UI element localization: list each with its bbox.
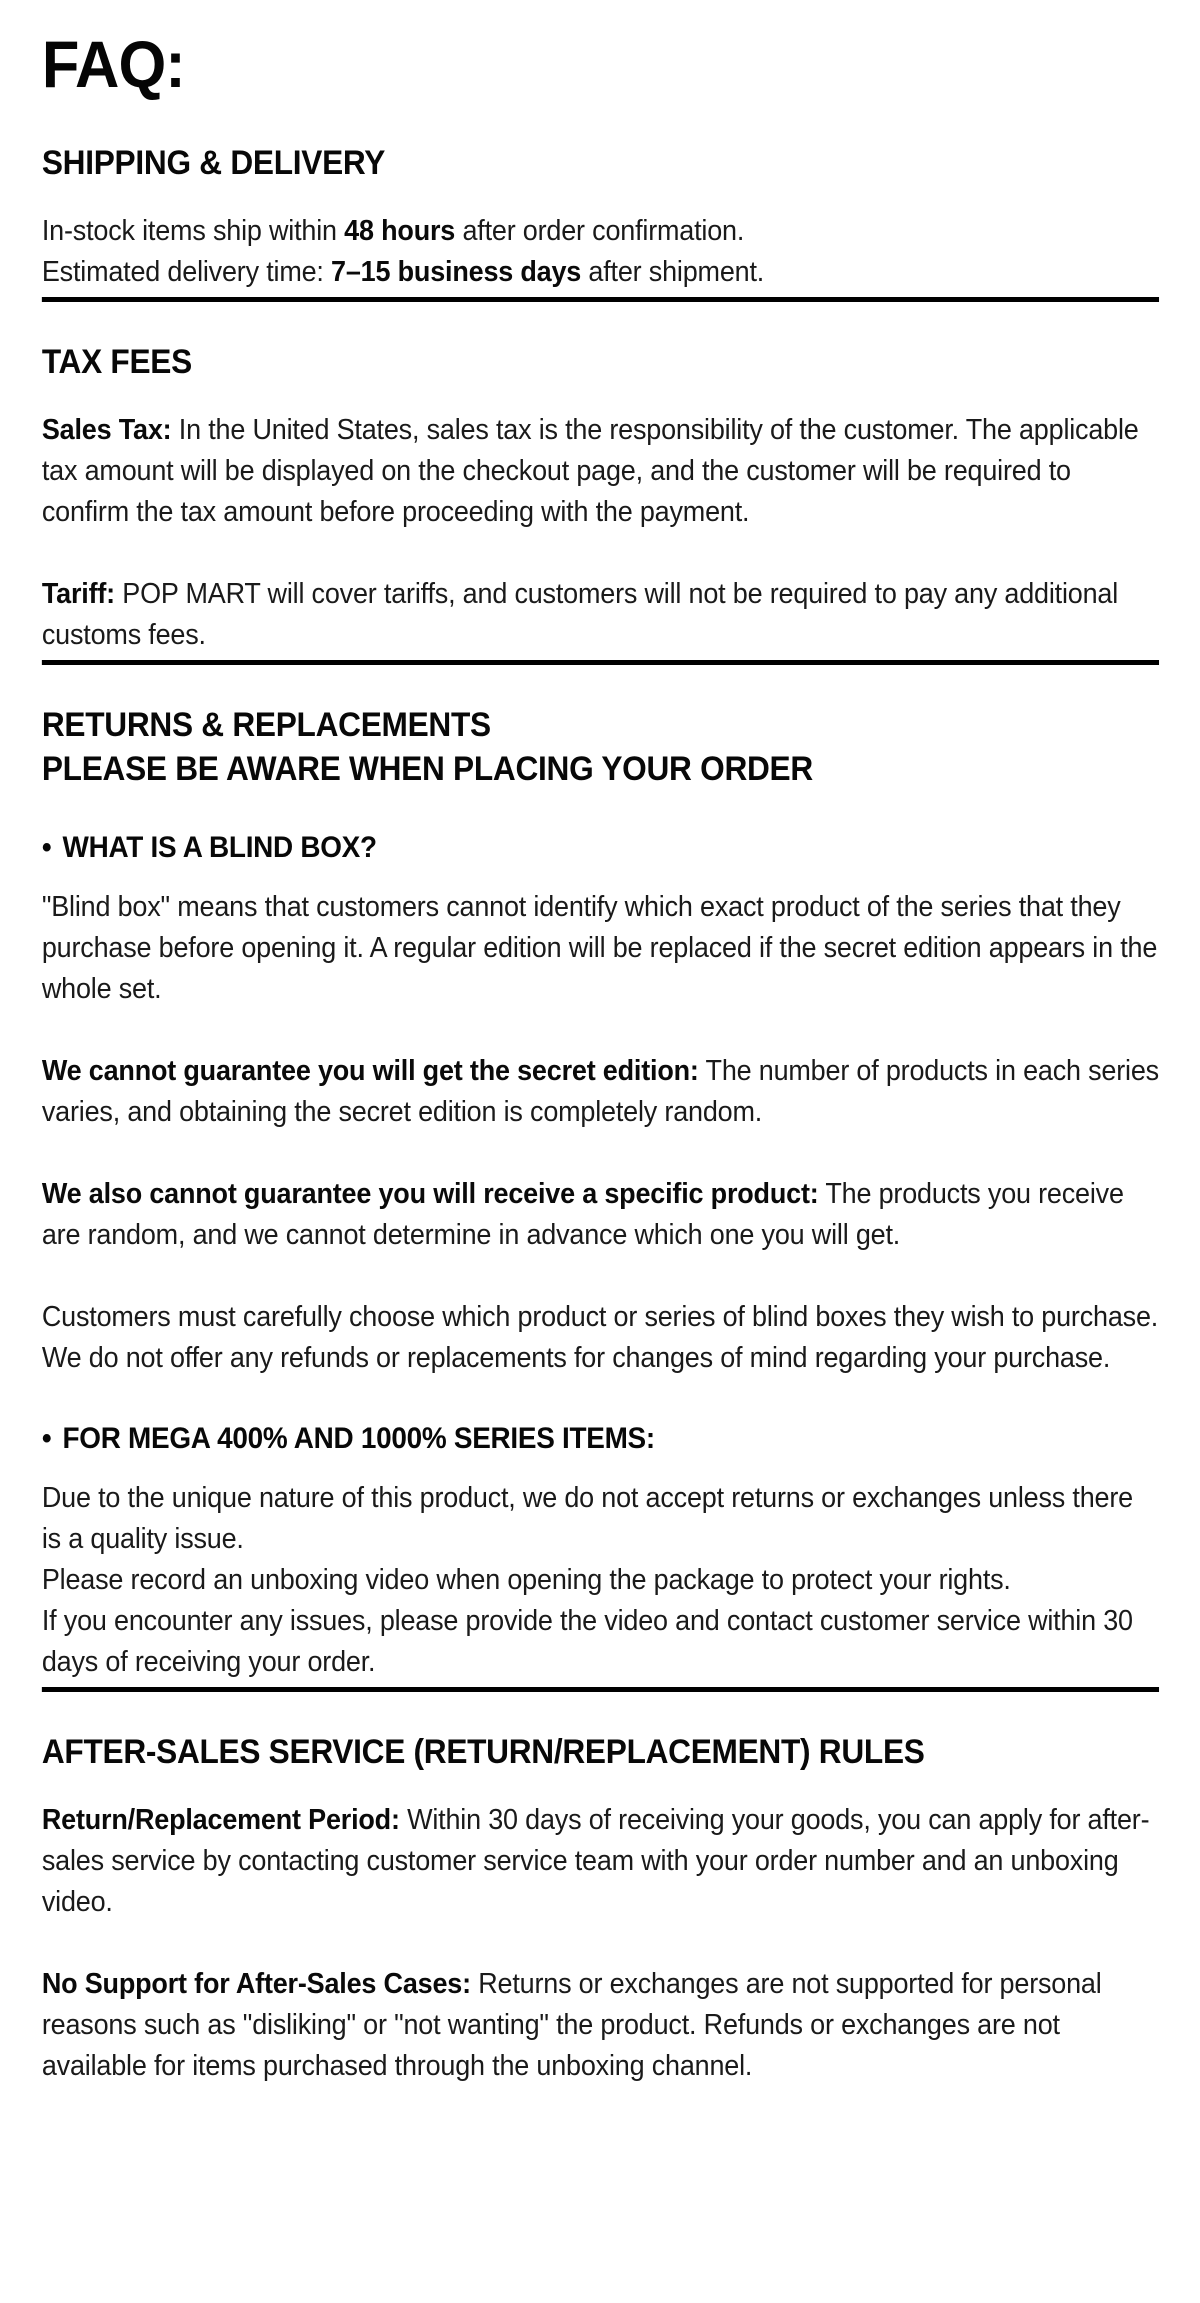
section-returns-replacements: [42, 703, 1159, 1683]
shipping-delivery-heading: SHIPPING & DELIVERY: [41, 144, 386, 183]
returns-heading-line2: PLEASE BE AWARE WHEN PLACING YOUR ORDER: [41, 750, 813, 789]
returns-replacements-heading: [42, 703, 1159, 791]
tax-fees-heading: TAX FEES: [41, 343, 192, 382]
bullet-icon: •: [41, 1422, 52, 1456]
bullet-icon: •: [41, 831, 52, 865]
shipping-paragraph: In-stock items ship within 48 hours after order confirmation. Estimated delivery time: 7–15 business days after shipment.: [41, 215, 765, 289]
section-tax-fees: [42, 340, 1159, 656]
secret-edition-paragraph: We cannot guarantee you will get the secret edition: The number of products in each series varies, and obtaining the secret edition is completely random.: [41, 1055, 1159, 1129]
blind-box-paragraph: "Blind box" means that customers cannot identify which exact product of the series that they purchase before opening it. A regular edition will be replaced if the secret edition appears in the whole set.: [41, 891, 1158, 1006]
specific-product-paragraph: We also cannot guarantee you will receive a specific product: The products you receive are random, and we cannot determine in advance which one you will get.: [41, 1178, 1124, 1252]
mega-series-paragraph: Due to the unique nature of this product, we do not accept returns or exchanges unless there is a quality issue. Please record an unboxing video when opening the package to protect your rights. If you encounter any issues, please provide the video and contact customer service within 30 days of receiving your order.: [41, 1482, 1133, 1679]
tariff-paragraph: Tariff: POP MART will cover tariffs, and customers will not be required to pay any additional customs fees.: [41, 578, 1119, 652]
section-after-sales-rules: [42, 1730, 1159, 2087]
returns-heading-line1: RETURNS & REPLACEMENTS: [41, 706, 491, 745]
blind-box-subheading-label: WHAT IS A BLIND BOX?: [62, 831, 377, 865]
section-divider: [42, 1687, 1159, 1692]
after-sales-heading: AFTER-SALES SERVICE (RETURN/REPLACEMENT) RULES: [41, 1733, 925, 1772]
page-title: FAQ:: [41, 27, 185, 101]
mega-series-subheading-label: FOR MEGA 400% AND 1000% SERIES ITEMS:: [62, 1422, 655, 1456]
return-period-paragraph: Return/Replacement Period: Within 30 days of receiving your goods, you can apply for after-sales service by contacting customer service team with your order number and an unboxing video.: [41, 1804, 1150, 1919]
sales-tax-paragraph: Sales Tax: In the United States, sales tax is the responsibility of the customer. The applicable tax amount will be displayed on the checkout page, and the customer will be required to confirm the tax amount before proceeding with the payment.: [41, 414, 1139, 529]
choose-carefully-paragraph: Customers must carefully choose which product or series of blind boxes they wish to purchase. We do not offer any refunds or replacements for changes of mind regarding your purchase.: [41, 1301, 1159, 1375]
section-divider: [42, 660, 1159, 665]
mega-series-subheading: [42, 1420, 1159, 1458]
blind-box-subheading: [42, 829, 1159, 867]
no-support-paragraph: No Support for After-Sales Cases: Returns or exchanges are not supported for personal reasons such as "disliking" or "not wanting" the product. Refunds or exchanges are not available for items purchased through the unboxing channel.: [41, 1968, 1102, 2083]
section-shipping-delivery: [42, 141, 1159, 293]
section-divider: [42, 297, 1159, 302]
